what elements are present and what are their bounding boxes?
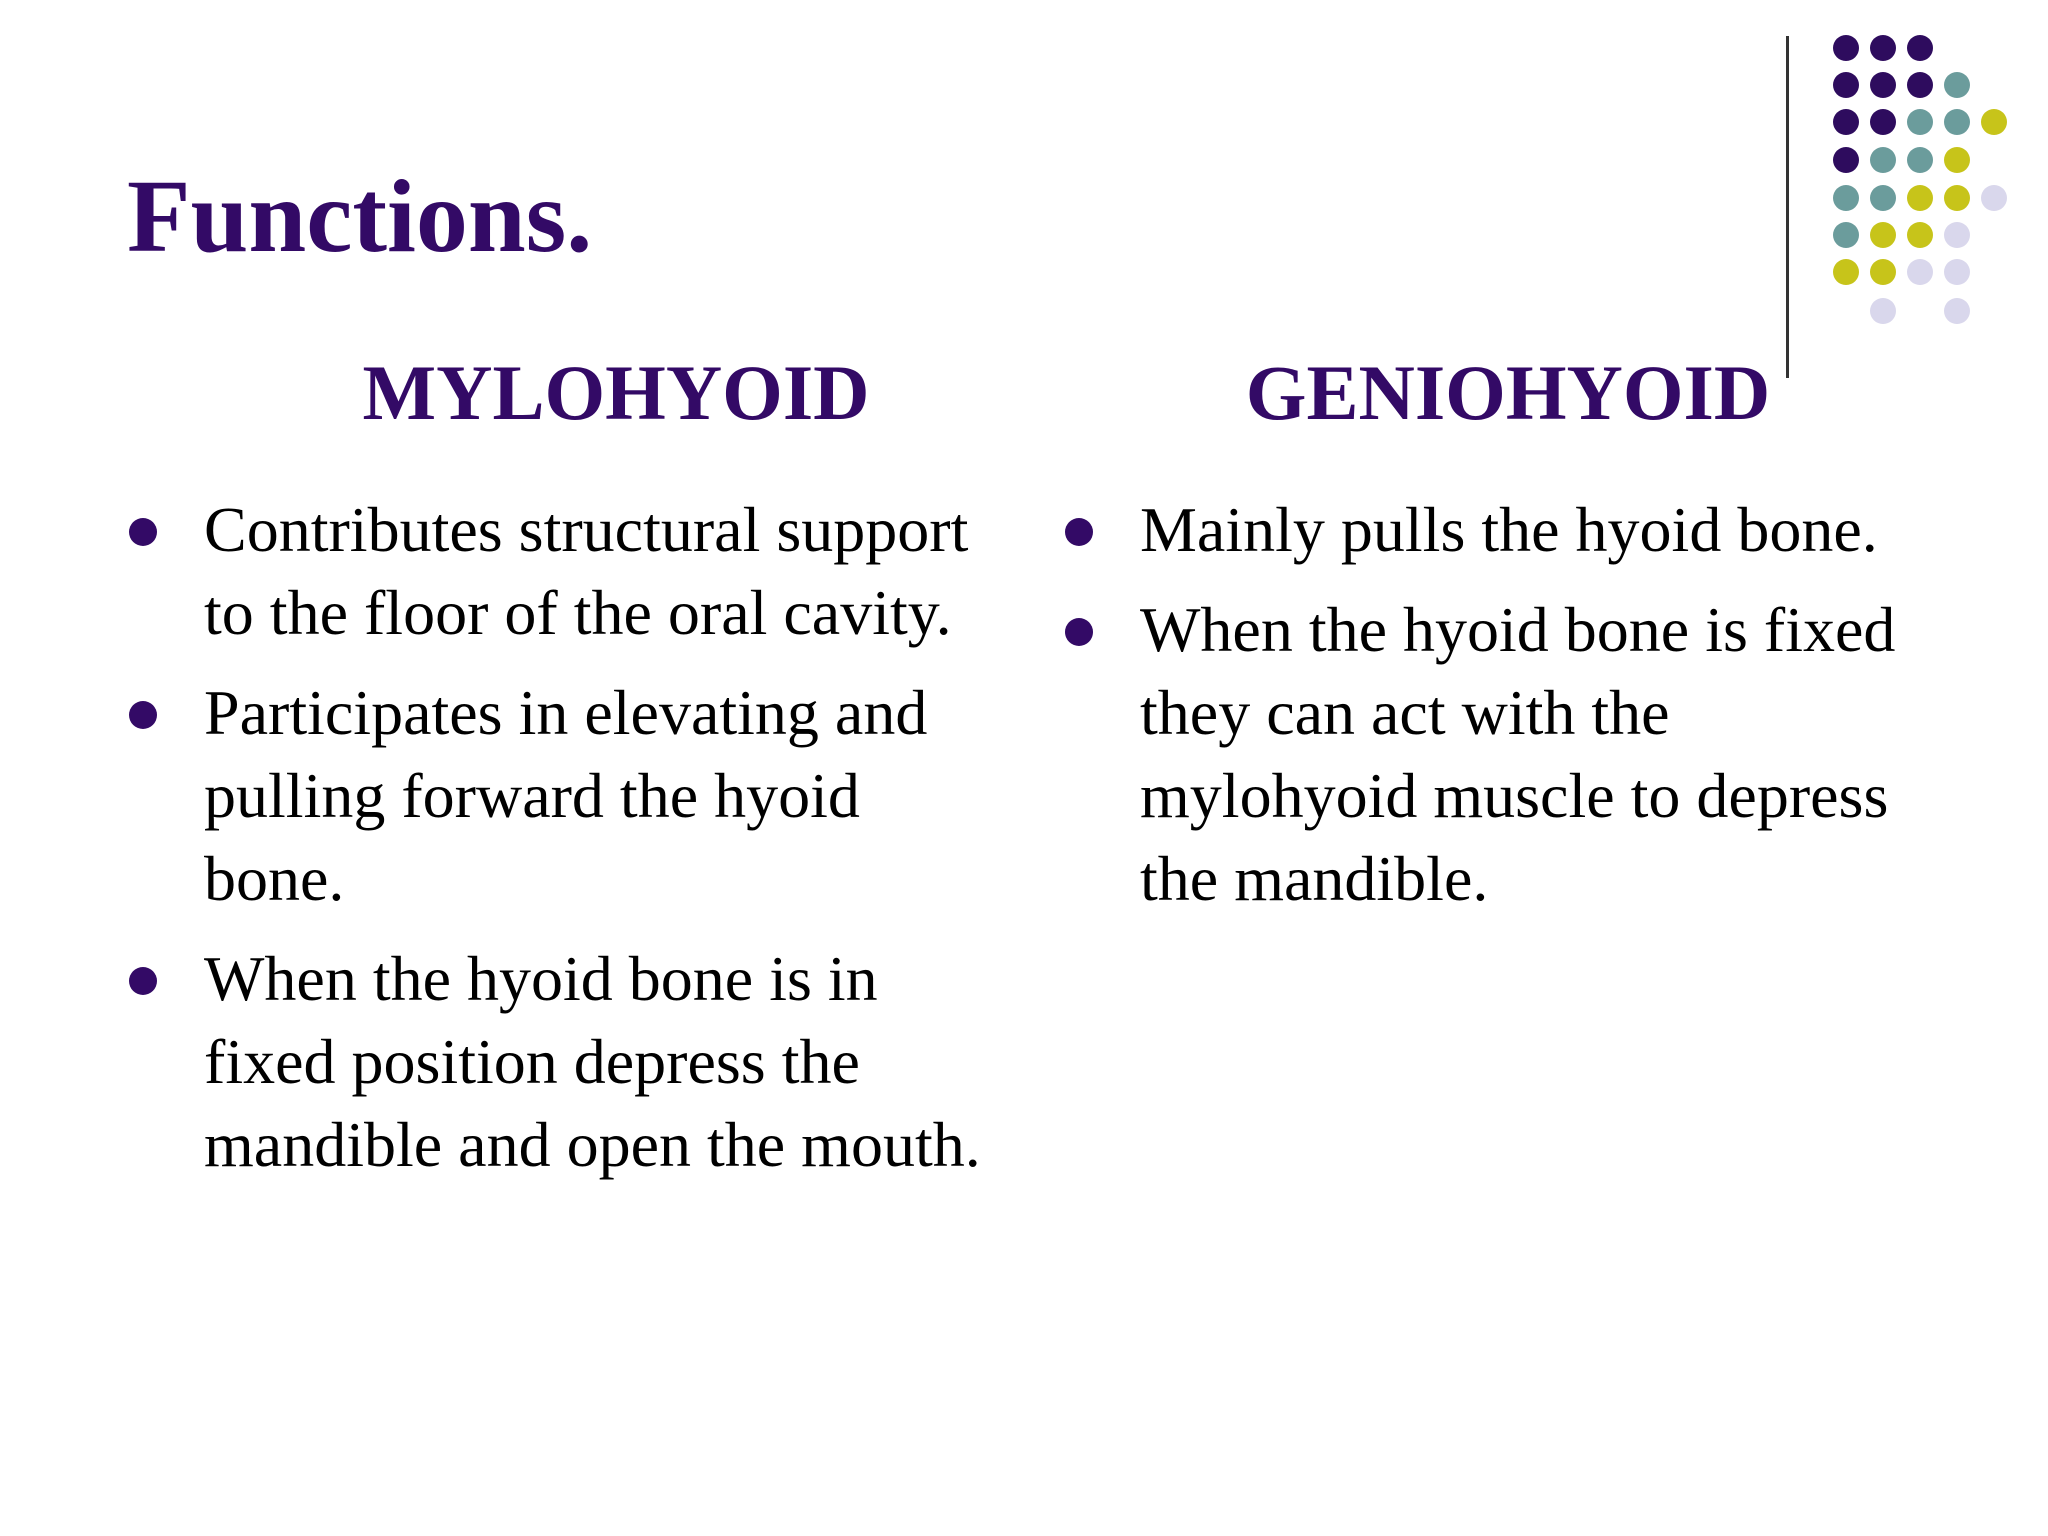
bullet-item — [127, 488, 997, 654]
geniohyoid-heading: GENIOHYOID — [1245, 349, 1771, 436]
decor-dot — [1833, 259, 1859, 285]
decor-dot — [1870, 259, 1896, 285]
decor-dot — [1833, 35, 1859, 61]
bullet-item — [1063, 588, 1923, 920]
decor-dot — [1870, 72, 1896, 98]
bullet-text: Mainly pulls the hyoid bone. — [1140, 493, 1878, 565]
mylohyoid-bullet-list — [127, 488, 997, 1186]
decor-dot — [1907, 147, 1933, 173]
bullet-icon — [1065, 618, 1093, 646]
decor-dot — [1870, 147, 1896, 173]
decor-dot — [1833, 185, 1859, 211]
bullet-item — [127, 937, 997, 1186]
slide-title: Functions. — [127, 159, 593, 274]
bullet-icon — [129, 518, 157, 546]
geniohyoid-column — [1063, 350, 1923, 937]
decor-dot — [1907, 35, 1933, 61]
bullet-text: When the hyoid bone is in fixed position depress the mandible and open the mouth. — [204, 942, 981, 1180]
mylohyoid-heading: MYLOHYOID — [362, 349, 870, 436]
decor-dot — [1833, 72, 1859, 98]
decor-dot — [1907, 259, 1933, 285]
decor-dot — [1944, 222, 1970, 248]
bullet-item — [127, 671, 997, 920]
decor-dot — [1870, 109, 1896, 135]
decor-dot — [1981, 109, 2007, 135]
bullet-icon — [1065, 518, 1093, 546]
decor-dot — [1870, 298, 1896, 324]
decor-dot — [1907, 222, 1933, 248]
decor-dot — [1833, 222, 1859, 248]
decor-dot — [1944, 185, 1970, 211]
decor-dot — [1944, 259, 1970, 285]
decor-dot — [1870, 185, 1896, 211]
decor-dot — [1907, 72, 1933, 98]
bullet-text: Contributes structural support to the floor of the oral cavity. — [204, 493, 969, 648]
bullet-item — [1063, 488, 1923, 571]
vertical-divider — [1786, 36, 1789, 378]
mylohyoid-column — [127, 350, 997, 1203]
bullet-text: Participates in elevating and pulling forward the hyoid bone. — [204, 676, 928, 914]
decor-dot — [1907, 185, 1933, 211]
decor-dot — [1907, 109, 1933, 135]
bullet-icon — [129, 701, 157, 729]
decor-dot — [1870, 222, 1896, 248]
decor-dot — [1981, 185, 2007, 211]
bullet-icon — [129, 967, 157, 995]
decor-dot — [1944, 298, 1970, 324]
geniohyoid-bullet-list — [1063, 488, 1923, 920]
decor-dot — [1833, 109, 1859, 135]
decor-dot — [1833, 147, 1859, 173]
bullet-text: When the hyoid bone is fixed they can act with the mylohyoid muscle to depress the mandible. — [1140, 593, 1896, 914]
decor-dot — [1944, 147, 1970, 173]
decor-dot — [1944, 109, 1970, 135]
decor-dot — [1944, 72, 1970, 98]
decor-dot — [1870, 35, 1896, 61]
